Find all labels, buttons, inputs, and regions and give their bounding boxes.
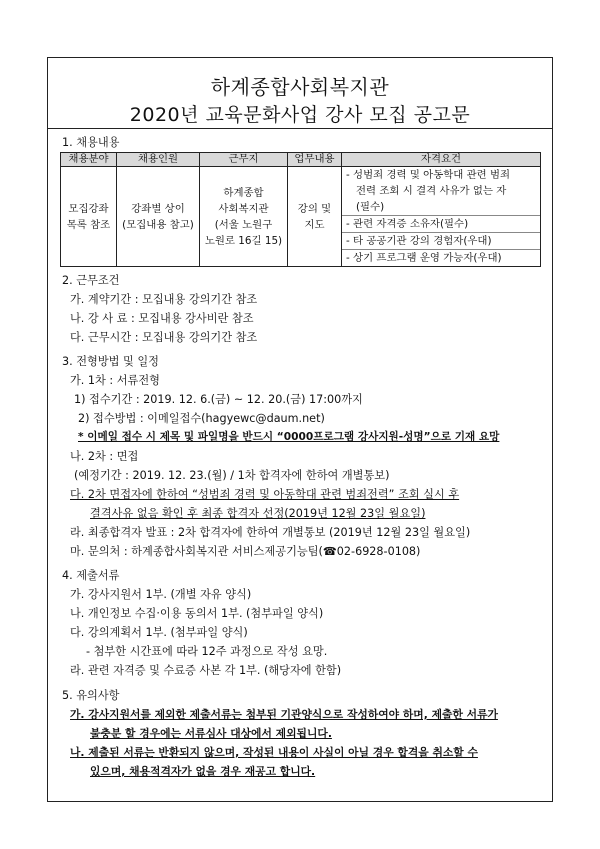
title-line-1: 하계종합사회복지관: [210, 75, 390, 99]
place-line: 하계종합: [223, 186, 264, 199]
document-item-note: - 첨부한 시간표에 따라 12주 과정으로 작성 요망.: [86, 645, 328, 658]
place-line: 노원로 16길 15): [204, 234, 283, 247]
place-line: (서울 노원구: [214, 218, 273, 231]
final-announcement: 라. 최종합격자 발표 : 2차 합격자에 한하여 개별통보 (2019년 12월 23일 월요일): [70, 526, 471, 539]
place-cell: [200, 167, 288, 267]
section4-heading: 4. 제출서류: [62, 569, 120, 582]
email-note: * 이메일 접수 시 제목 및 파일명을 반드시 “0000프로그램 강사지원-성명”으로 기재 요망: [78, 431, 500, 443]
third-step-line1: 다. 2차 면접자에 한하여 “성범죄 경력 및 아동학대 관련 범죄전력” 조회 실시 후: [70, 488, 460, 501]
field-cell: [61, 167, 117, 267]
count-line: 강좌별 상이: [131, 202, 185, 215]
requirement-line: - 성범죄 경력 및 아동학대 관련 범죄: [346, 169, 511, 181]
recruitment-table: [60, 152, 541, 267]
duty-line: 강의 및: [297, 202, 332, 215]
table-header-row: [61, 153, 541, 167]
condition-item: 나. 강 사 료 : 모집내용 강사비란 참조: [70, 312, 254, 325]
section2-heading: 2. 근무조건: [62, 274, 120, 287]
field-line: 모집강좌: [68, 202, 109, 215]
first-round: 가. 1차 : 서류전형: [70, 374, 160, 387]
requirement-item: [342, 250, 540, 266]
duty-line: 지도: [304, 218, 325, 231]
place-line: 사회복지관: [218, 202, 269, 215]
requirement-item: [342, 233, 540, 250]
table-header: 채용분야: [61, 153, 117, 167]
first-round-period: 1) 접수기간 : 2019. 12. 6.(금) ~ 12. 20.(금) 17:00까지: [74, 393, 363, 406]
title-box: [48, 58, 552, 129]
section1-heading: 1. 채용내용: [62, 136, 120, 149]
second-round-note: (예정기간 : 2019. 12. 23.(월) / 1차 합격자에 한하여 개별통보): [74, 469, 390, 482]
requirement-line: - 상기 프로그램 운영 가능자(우대): [346, 252, 502, 264]
notice-1-line1: 가. 강사지원서를 제외한 제출서류는 첨부된 기관양식으로 작성하여야 하며, 제출한 서류가: [70, 708, 498, 721]
requirement-item: [342, 167, 540, 216]
condition-item: 다. 근무시간 : 모집내용 강의기간 참조: [70, 331, 258, 344]
condition-item: 가. 계약기간 : 모집내용 강의기간 참조: [70, 293, 258, 306]
table-header: 근무지: [200, 153, 288, 167]
table-header: 자격요건: [342, 153, 541, 167]
first-round-method: 2) 접수방법 : 이메일접수(hagyewc@daum.net): [78, 412, 325, 425]
count-line: (모집내용 참고): [122, 218, 194, 231]
duty-cell: [288, 167, 342, 267]
section3-heading: 3. 전형방법 및 일정: [62, 355, 159, 368]
requirements-cell: [342, 167, 541, 267]
requirement-line: (필수): [356, 201, 385, 213]
section5-heading: 5. 유의사항: [62, 689, 120, 702]
notice-2-line2: 있으며, 채용적격자가 없을 경우 재공고 합니다.: [90, 765, 316, 778]
document-item: 라. 관련 자격증 및 수료증 사본 각 1부. (해당자에 한함): [70, 664, 342, 677]
requirement-item: [342, 216, 540, 233]
table-row: [61, 167, 541, 267]
table-header: 채용인원: [117, 153, 200, 167]
field-line: 목록 참조: [66, 218, 111, 231]
document-item: 가. 강사지원서 1부. (개별 자유 양식): [70, 588, 252, 601]
table-header: 업무내용: [288, 153, 342, 167]
document-item: 나. 개인정보 수집·이용 동의서 1부. (첨부파일 양식): [70, 607, 324, 620]
requirement-line: - 타 공공기관 강의 경험자(우대): [346, 235, 492, 247]
notice-2-line1: 나. 제출된 서류는 반환되지 않으며, 작성된 내용이 사실이 아닐 경우 합격을 취소할 수: [70, 746, 478, 759]
count-cell: [117, 167, 200, 267]
document-item: 다. 강의계획서 1부. (첨부파일 양식): [70, 626, 248, 639]
requirement-line: - 관련 자격증 소유자(필수): [346, 218, 469, 230]
notice-1-line2: 불충분 할 경우에는 서류심사 대상에서 제외됩니다.: [90, 727, 332, 740]
title-line-2: 2020년 교육문화사업 강사 모집 공고문: [129, 104, 471, 126]
requirement-line: 전력 조회 시 결격 사유가 없는 자: [356, 185, 507, 197]
contact-info: 마. 문의처 : 하계종합사회복지관 서비스제공기능팀(☎02-6928-0108): [70, 545, 421, 558]
third-step-line2: 결격사유 없음 확인 후 최종 합격자 선정(2019년 12월 23일 월요일): [90, 507, 426, 520]
second-round: 나. 2차 : 면접: [70, 450, 139, 463]
document-frame: [47, 57, 553, 802]
